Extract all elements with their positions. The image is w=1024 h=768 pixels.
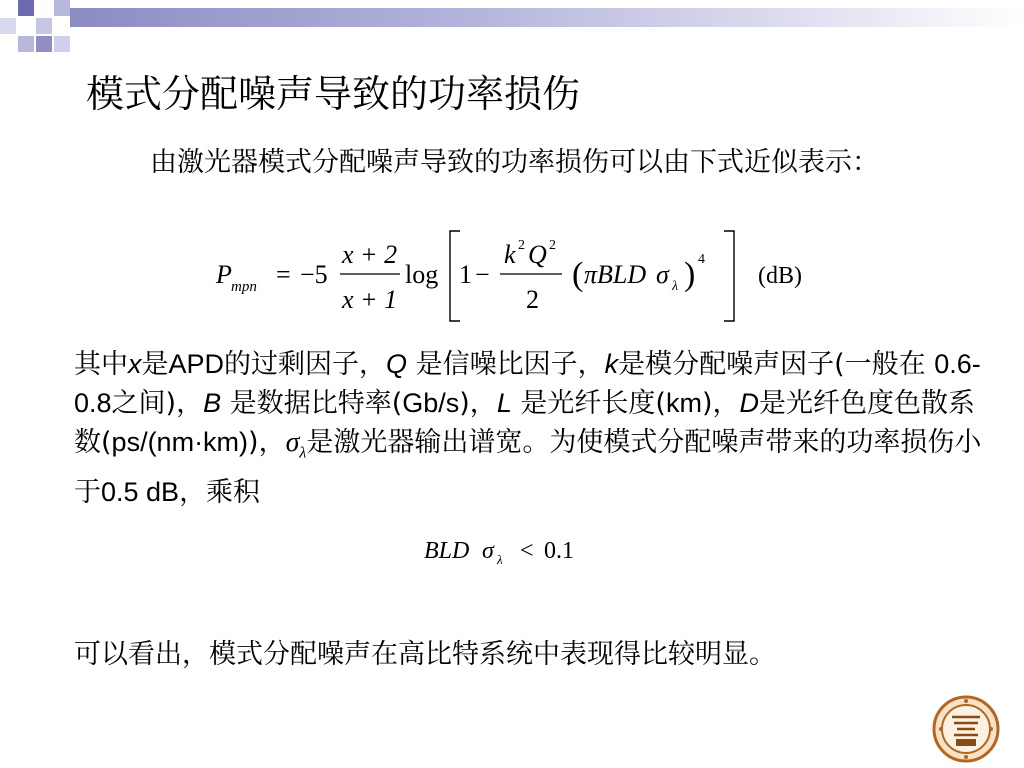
- corner-square: [18, 36, 34, 52]
- formula-k: k: [504, 240, 516, 269]
- header-gradient-bar: [70, 8, 1024, 27]
- formula-paren-open: (: [572, 256, 584, 293]
- condition-value: 0.1: [544, 538, 574, 564]
- condition-lambda: λ: [497, 552, 503, 567]
- condition-bld: BLD: [424, 538, 470, 564]
- formula-log: log: [405, 260, 439, 289]
- formula-unit: (dB): [758, 263, 802, 289]
- explanation-text: 的过剩因子，: [224, 349, 387, 380]
- corner-square: [54, 0, 70, 16]
- formula-q-exponent: 2: [549, 238, 556, 253]
- formula-denominator: x + 1: [342, 285, 398, 314]
- formula-q: Q: [528, 240, 547, 269]
- explanation-text: )，: [701, 388, 740, 419]
- var-x: x: [128, 349, 142, 379]
- formula-p-subscript: mpn: [231, 279, 257, 295]
- explanation-text: 是模分配噪声因子(一般在: [618, 349, 935, 380]
- power-penalty-formula: [212, 225, 832, 325]
- explanation-text: )，: [248, 427, 286, 458]
- term-apd: APD: [168, 349, 225, 379]
- formula-k-exponent: 2: [518, 238, 525, 253]
- explanation-text: 是信噪比因子，: [407, 349, 605, 380]
- condition-formula: [420, 531, 610, 571]
- unit-km: km: [665, 388, 702, 418]
- explanation-text: 是: [141, 349, 169, 380]
- condition-sigma: σ: [482, 538, 494, 564]
- slide-title: 模式分配噪声导致的功率损伤: [86, 72, 581, 116]
- formula-paren-close: ): [684, 256, 696, 293]
- formula-equals: =: [276, 260, 291, 289]
- explanation-text: 是数据比特率(: [221, 388, 403, 419]
- formula-minus: −: [475, 260, 490, 289]
- lambda-subscript: λ: [299, 444, 307, 462]
- corner-square: [36, 36, 52, 52]
- penalty-value: 0.5 dB: [101, 476, 180, 507]
- var-b: B: [203, 388, 222, 418]
- formula-one: 1: [459, 260, 472, 289]
- formula-lambda: λ: [672, 279, 679, 294]
- formula-exponent-4: 4: [698, 252, 705, 267]
- conclusion-paragraph: 可以看出，模式分配噪声在高比特系统中表现得比较明显。: [74, 639, 776, 670]
- explanation-text: 其中: [74, 349, 128, 380]
- explanation-text: 是光纤色度色散系数(: [74, 388, 976, 458]
- range-value: 0.6-0.8: [74, 349, 981, 418]
- corner-square: [36, 18, 52, 34]
- corner-square: [54, 36, 70, 52]
- university-seal-icon: [930, 695, 1002, 763]
- var-sigma-lambda: [285, 427, 307, 462]
- formula-sigma: σ: [656, 260, 669, 289]
- explanation-text: 之间)，: [111, 388, 204, 419]
- intro-paragraph: [74, 144, 992, 182]
- formula-coefficient: −5: [300, 260, 328, 289]
- explanation-paragraph: [74, 345, 992, 512]
- sigma-symbol: σ: [285, 427, 300, 458]
- formula-pi-bld: πBLD: [584, 260, 647, 289]
- formula-p: P: [216, 260, 232, 289]
- var-l: L: [496, 388, 512, 418]
- explanation-text: 是激光器输出谱宽。为使模式分配噪声带来的功率损伤小于: [74, 427, 982, 508]
- var-k: k: [604, 349, 619, 379]
- corner-square: [18, 0, 34, 16]
- explanation-text: 是光纤长度(: [511, 388, 666, 419]
- formula-right-bracket: [724, 231, 734, 321]
- var-q: Q: [386, 349, 408, 379]
- formula-numerator: x + 2: [342, 240, 398, 269]
- seal-svg: [930, 695, 1002, 763]
- explanation-text: ，乘积: [179, 476, 261, 508]
- intro-text: 由激光器模式分配噪声导致的功率损伤可以由下式近似表示：: [150, 147, 879, 178]
- corner-square: [0, 18, 16, 34]
- explanation-text: )，: [459, 388, 497, 419]
- unit-gbs: Gb/s: [402, 388, 460, 418]
- condition-svg: [420, 531, 610, 571]
- var-d: D: [739, 388, 760, 418]
- unit-dispersion: ps/(nm·km): [111, 427, 249, 457]
- formula-fraction-denominator: 2: [526, 285, 539, 314]
- formula-svg: [212, 225, 832, 325]
- condition-less-than: <: [520, 538, 534, 564]
